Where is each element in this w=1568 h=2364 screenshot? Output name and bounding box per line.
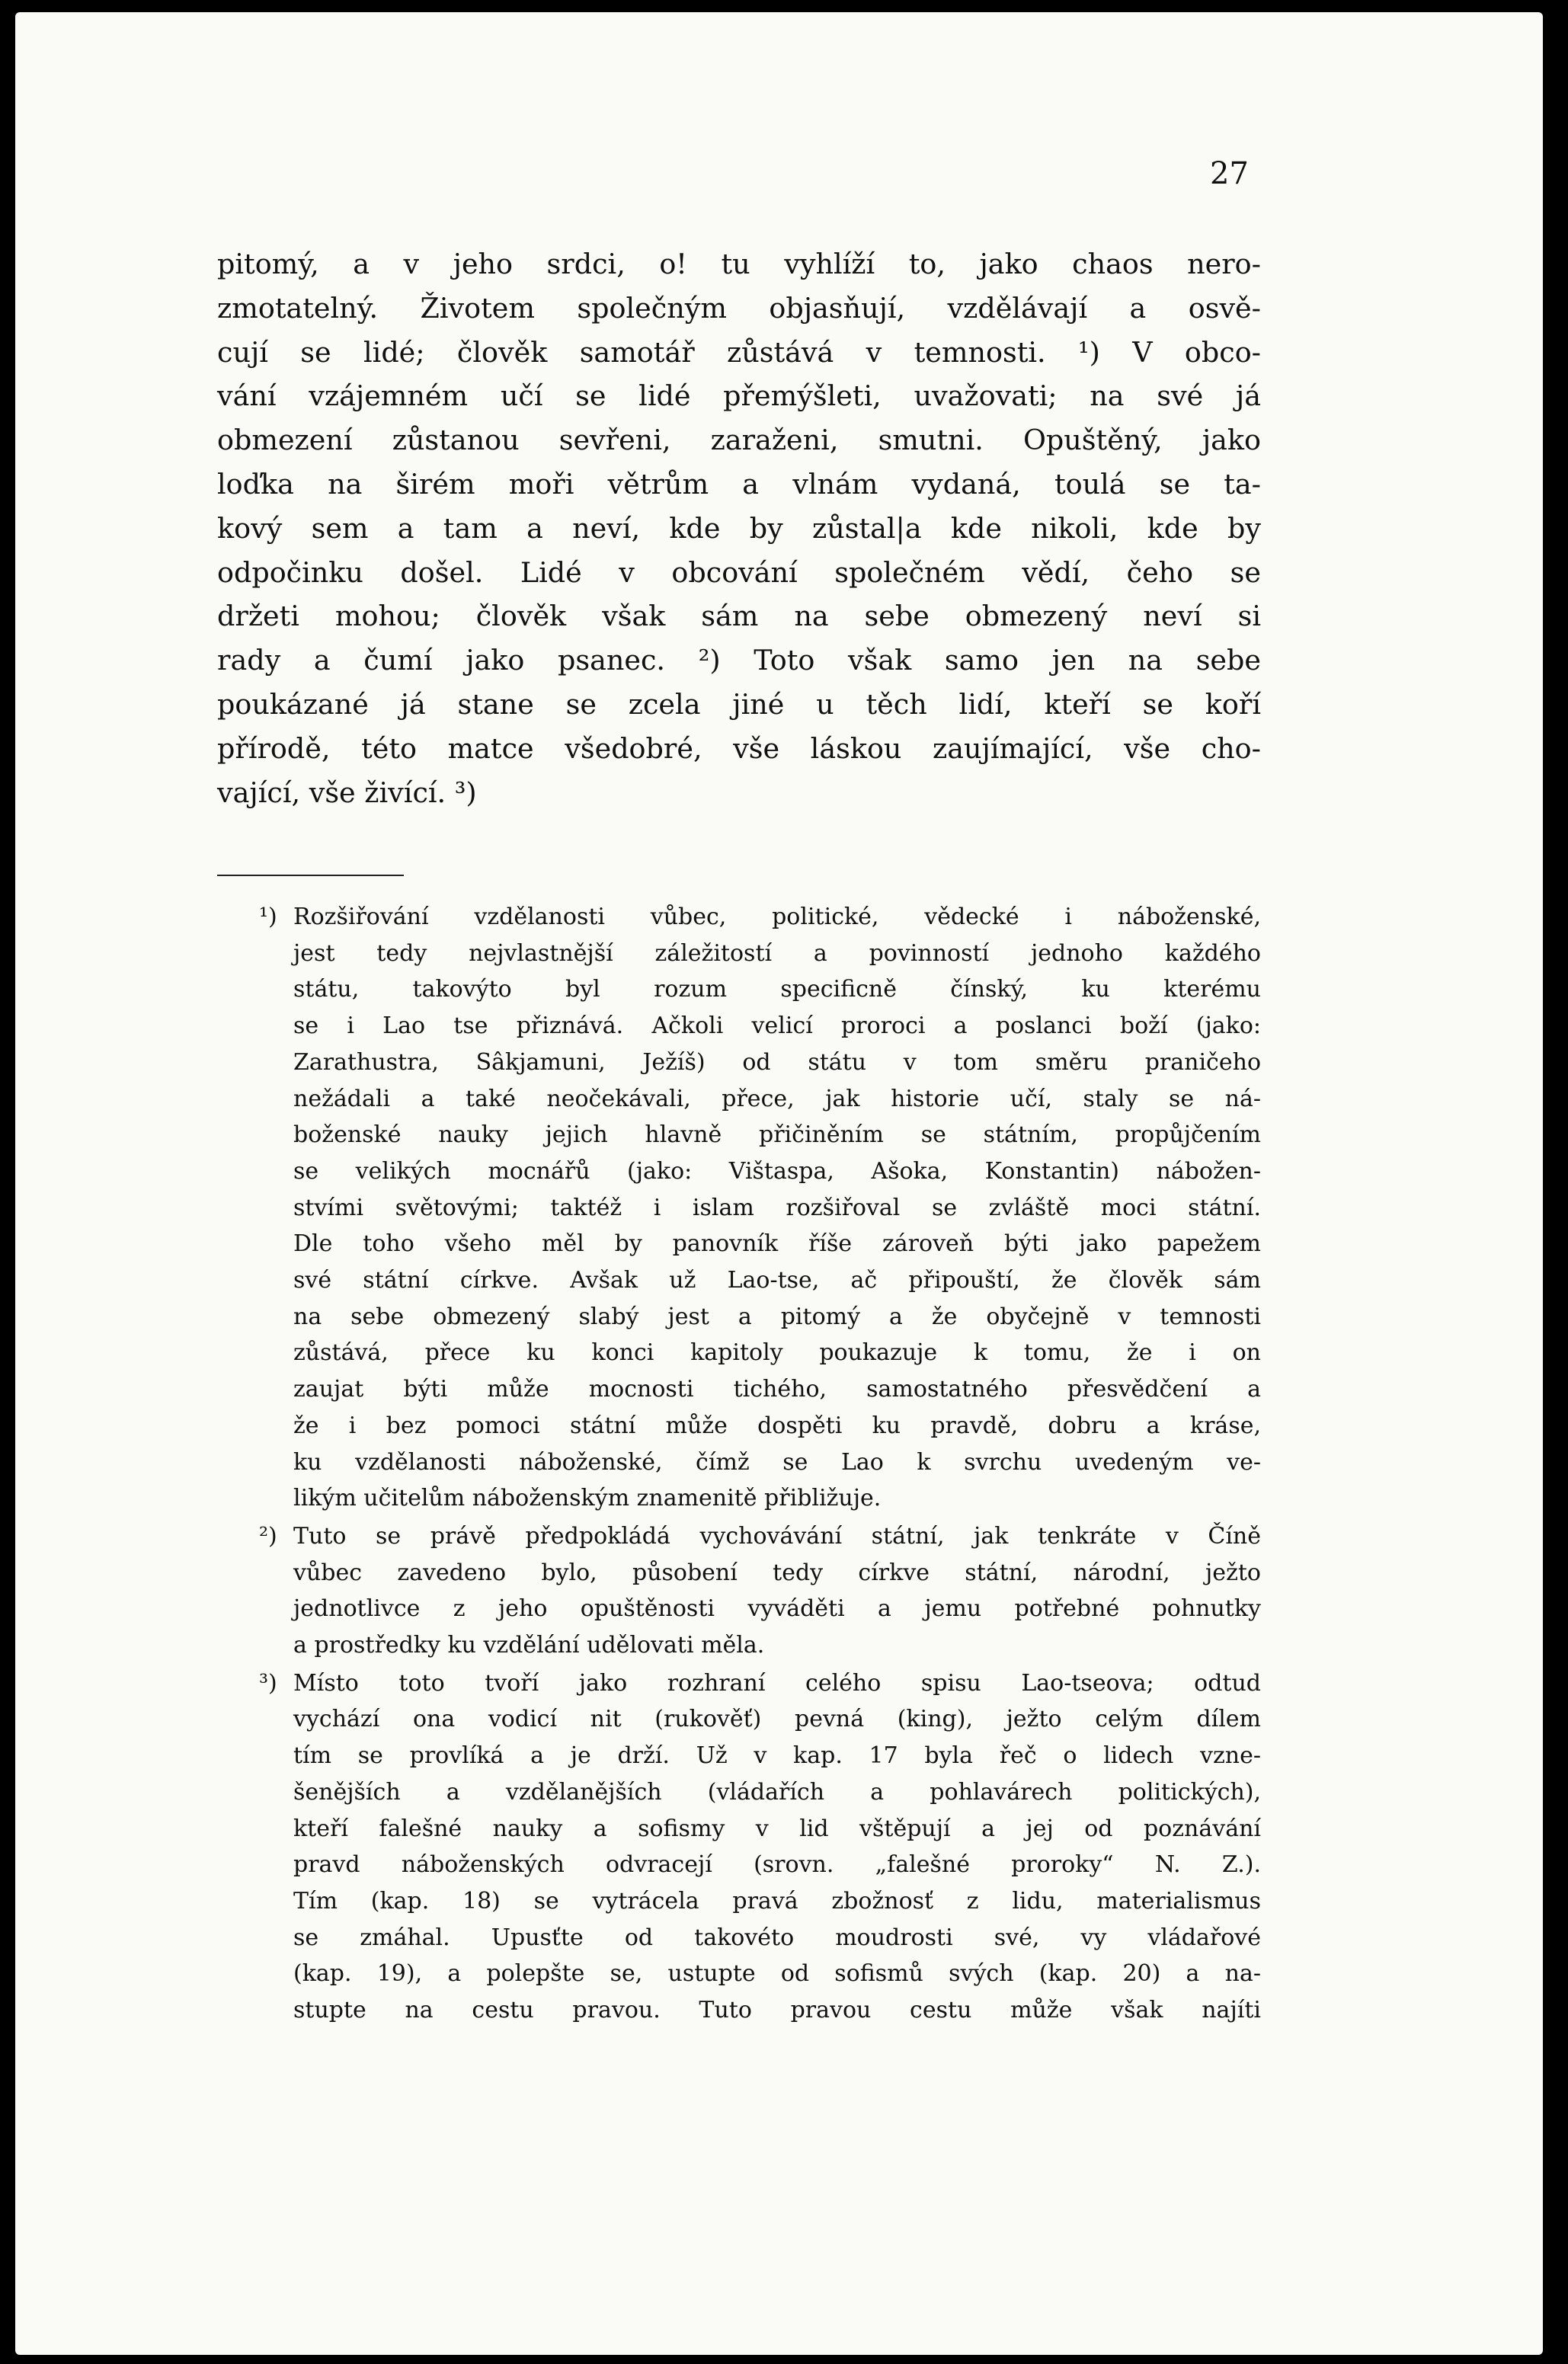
footnote-marker: ¹) bbox=[259, 904, 277, 930]
main-text-line: vání vzájemném učí se lidé přemýšleti, uvažovati; na své já bbox=[217, 379, 1261, 413]
footnote-line: Tuto se právě předpokládá vychovávání státní, jak tenkráte v Číně bbox=[293, 1522, 1261, 1550]
footnote-3 bbox=[259, 1665, 1261, 2029]
main-text-line: přírodě, této matce všedobré, vše láskou zaujímající, vše cho- bbox=[217, 731, 1261, 765]
main-text-line: vající, vše živící. ³) bbox=[217, 776, 477, 809]
main-text-line: cují se lidé; člověk samotář zůstává v temnosti. ¹) V obco- bbox=[217, 335, 1261, 369]
footnote-line: stvími světovými; taktéž i islam rozšiřoval se zvláště moci státní. bbox=[293, 1194, 1261, 1221]
footnote-2 bbox=[259, 1518, 1261, 1664]
main-text-line: zmotatelný. Životem společným objasňují, vzdělávají a osvě- bbox=[217, 291, 1261, 325]
footnote-line: Dle toho všeho měl by panovník říše zároveň býti jako papežem bbox=[293, 1230, 1261, 1258]
footnote-line: jednotlivce z jeho opuštěnosti vyváděti a jemu potřebné pohnutky bbox=[293, 1595, 1261, 1623]
footnote-line: že i bez pomoci státní může dospěti ku pravdě, dobru a kráse, bbox=[293, 1412, 1261, 1439]
main-text-line: pitomý, a v jeho srdci, o! tu vyhlíží to, jako chaos nero- bbox=[217, 248, 1261, 280]
footnote-marker: ²) bbox=[259, 1522, 277, 1550]
main-text bbox=[217, 242, 1261, 814]
footnote-line: na sebe obmezený slabý jest a pitomý a že obyčejně v temnosti bbox=[293, 1303, 1261, 1330]
footnote-line: pravd náboženských odvracejí (srovn. „falešné proroky“ N. Z.). bbox=[293, 1851, 1261, 1879]
footnote-line: státu, takovýto byl rozum specificně čínský, ku kterému bbox=[293, 976, 1261, 1003]
footnote-line: tím se provlíká a je drží. Už v kap. 17 byla řeč o lidech vzne- bbox=[293, 1742, 1261, 1770]
footnote-line: vychází ona vodicí nit (rukověť) pevná (king), ježto celým dílem bbox=[293, 1706, 1261, 1733]
footnote-line: vůbec zavedeno bylo, působení tedy církve státní, národní, ježto bbox=[293, 1559, 1261, 1586]
footnote-1 bbox=[259, 899, 1261, 1517]
main-text-line: loďka na širém moři větrům a vlnám vydaná, toulá se ta- bbox=[217, 467, 1261, 501]
footnotes bbox=[259, 899, 1261, 2030]
footnote-line: likým učitelům náboženským znamenitě přibližuje. bbox=[293, 1485, 882, 1512]
page-number: 27 bbox=[1210, 156, 1249, 191]
footnote-line: jest tedy nejvlastnější záležitostí a povinností jednoho každého bbox=[293, 939, 1261, 967]
footnote-line: se zmáhal. Upusťte od takovéto moudrosti své, vy vládařové bbox=[293, 1924, 1261, 1951]
main-text-line: poukázané já stane se zcela jiné u těch lidí, kteří se koří bbox=[217, 687, 1261, 721]
footnote-line: kteří falešné nauky a sofismy v lid vštěpují a jej od poznávání bbox=[293, 1815, 1261, 1842]
main-text-line: rady a čumí jako psanec. ²) Toto však samo jen na sebe bbox=[217, 644, 1261, 677]
footnote-line: se velikých mocnářů (jako: Vištaspa, Ašoka, Konstantin) nábožen- bbox=[293, 1157, 1261, 1185]
footnote-line: Tím (kap. 18) se vytrácela pravá zbožnosť z lidu, materialismus bbox=[293, 1887, 1261, 1915]
footnote-line: stupte na cestu pravou. Tuto pravou cestu může však najíti bbox=[293, 1997, 1261, 2024]
footnote-line: zaujat býti může mocnosti tichého, samostatného přesvědčení a bbox=[293, 1376, 1261, 1403]
main-text-line: odpočinku došel. Lidé v obcování společném vědí, čeho se bbox=[217, 555, 1261, 589]
footnote-line: se i Lao tse přiznává. Ačkoli velicí proroci a poslanci boží (jako: bbox=[293, 1012, 1261, 1040]
footnote-line: Zarathustra, Sâkjamuni, Ježíš) od státu v tom směru praničeho bbox=[293, 1048, 1261, 1076]
footnote-line: šenějších a vzdělanějších (vládařích a pohlavárech politických), bbox=[293, 1778, 1261, 1806]
main-text-line: držeti mohou; člověk však sám na sebe obmezený neví si bbox=[217, 600, 1261, 633]
footnote-line: své státní církve. Avšak už Lao-tse, ač připouští, že člověk sám bbox=[293, 1267, 1261, 1294]
footnote-marker: ³) bbox=[259, 1669, 277, 1697]
main-text-line: obmezení zůstanou sevřeni, zaraženi, smutni. Opuštěný, jako bbox=[217, 424, 1261, 457]
footnote-line: zůstává, přece ku konci kapitoly poukazuje k tomu, že i on bbox=[293, 1339, 1261, 1367]
footnote-line: Rozšiřování vzdělanosti vůbec, politické, vědecké i náboženské, bbox=[293, 904, 1261, 930]
footnote-line: (kap. 19), a polepšte se, ustupte od sofismů svých (kap. 20) a na- bbox=[293, 1960, 1261, 1988]
footnote-line: a prostředky ku vzdělání udělovati měla. bbox=[293, 1632, 765, 1659]
footnote-line: ku vzdělanosti náboženské, čímž se Lao k svrchu uvedeným ve- bbox=[293, 1448, 1261, 1476]
footnote-line: Místo toto tvoří jako rozhraní celého spisu Lao-tseova; odtud bbox=[293, 1669, 1261, 1697]
footnote-line: nežádali a také neočekávali, přece, jak historie učí, staly se ná- bbox=[293, 1085, 1261, 1112]
footnote-line: boženské nauky jejich hlavně přičiněním se státním, propůjčením bbox=[293, 1121, 1261, 1149]
main-text-line: kový sem a tam a neví, kde by zůstal|a kde nikoli, kde by bbox=[217, 511, 1261, 545]
footnote-divider bbox=[217, 875, 404, 876]
